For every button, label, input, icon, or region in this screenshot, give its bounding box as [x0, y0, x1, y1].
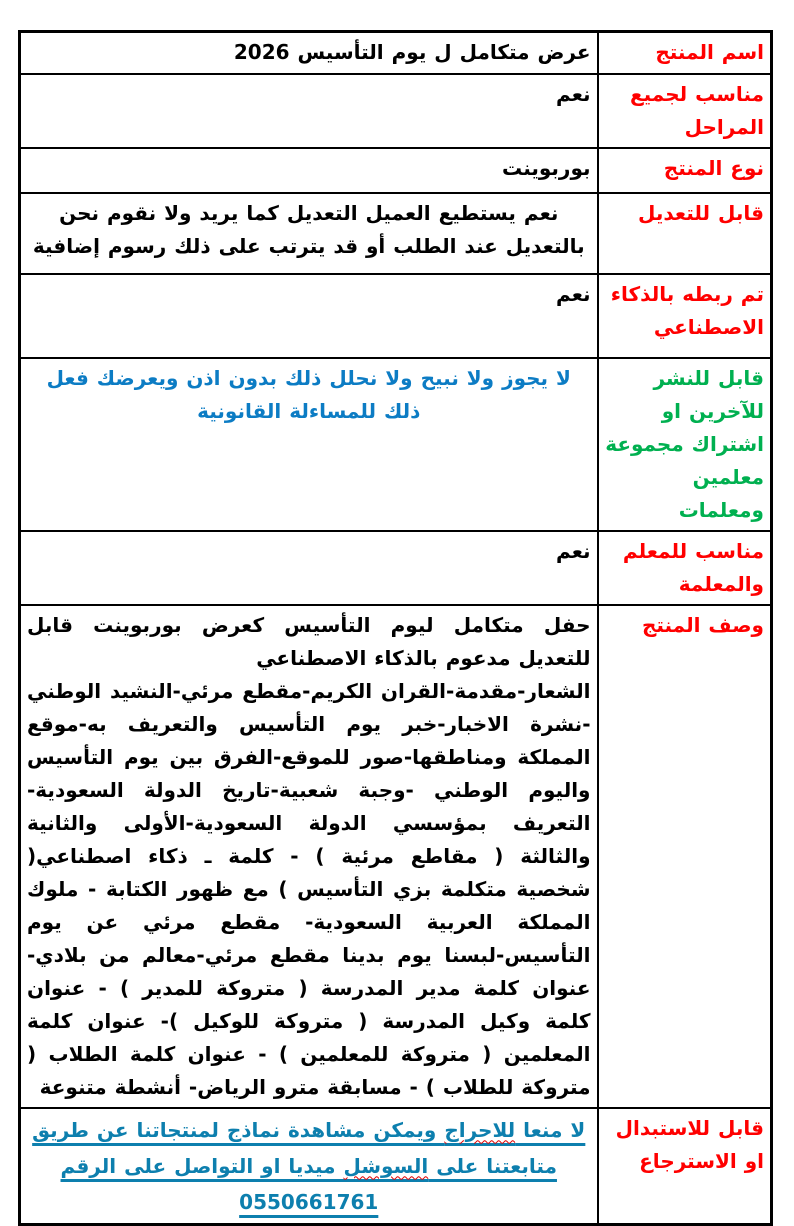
table-row-suitable-teachers	[20, 531, 772, 605]
table-row-product-type	[20, 148, 772, 193]
value-editable: نعم يستطيع العميل التعديل كما يريد ولا نقوم نحن بالتعديل عند الطلب أو قد يترتب على ذلك رسوم إضافية	[20, 193, 598, 274]
product-info-table	[18, 30, 773, 1226]
value-suitable-all-stages: نعم	[20, 74, 598, 148]
refund-note-text: ميديا او التواصل على الرقم	[60, 1153, 344, 1178]
table-row-sharing-policy	[20, 358, 772, 531]
label-refund-policy: قابل للاستبدال او الاسترجاع	[598, 1108, 772, 1225]
value-refund-policy	[20, 1108, 598, 1225]
table-row-refund-policy	[20, 1108, 772, 1225]
value-sharing-policy: لا يجوز ولا نبيح ولا نحلل ذلك بدون اذن ويعرضك فعل ذلك للمساءلة القانونية	[20, 358, 598, 531]
value-ai-linked: نعم	[20, 274, 598, 358]
phone-number: 0550661761	[239, 1189, 379, 1214]
label-product-type: نوع المنتج	[598, 148, 772, 193]
table-row-product-description	[20, 605, 772, 1108]
table-row-ai-linked	[20, 274, 772, 358]
value-product-description	[20, 605, 598, 1108]
description-intro: حفل متكامل ليوم التأسيس كعرض بوربوينت قابل للتعديل مدعوم بالذكاء الاصطناعي	[27, 612, 591, 670]
refund-note-text: ويمكن مشاهدة نماذج لمنتجاتنا عن طريق متابعتنا على	[32, 1117, 557, 1178]
label-sharing-policy: قابل للنشر للآخرين او اشتراك مجموعة معلمين ومعلمات	[598, 358, 772, 531]
misspelled-word-alsoshal: السوشل	[343, 1153, 429, 1178]
table-row-suitable-all-stages	[20, 74, 772, 148]
label-suitable-teachers: مناسب للمعلم والمعلمة	[598, 531, 772, 605]
label-ai-linked: تم ربطه بالذكاء الاصطناعي	[598, 274, 772, 358]
refund-note-text: لا منعا	[515, 1117, 586, 1142]
label-product-description: وصف المنتج	[598, 605, 772, 1108]
value-product-name: عرض متكامل ل يوم التأسيس 2026	[20, 32, 598, 74]
value-suitable-teachers: نعم	[20, 531, 598, 605]
table-row-product-name	[20, 32, 772, 74]
table-row-editable	[20, 193, 772, 274]
misspelled-word-lilahraj: للاحراج	[444, 1117, 516, 1142]
label-suitable-all-stages: مناسب لجميع المراحل	[598, 74, 772, 148]
description-details: الشعار-مقدمة-القران الكريم-مقطع مرئي-النشيد الوطني -نشرة الاخبار-خبر يوم التأسيس والتعريف به-موقع المملكة ومناطقها-صور للموقع-الفرق بين يوم التأسيس واليوم الوطني -وجبة شعبية-تاريخ الدولة السعودية-التعريف بمؤسسي الدولة السعودية-الأولى والثانية والثالثة ( مقاطع مرئية ) - كلمة ـ ذكاء اصطناعي( شخصية متكلمة بزي التأسيس ) مع ظهور الكتابة - ملوك المملكة العربية السعودية- مقطع مرئي عن يوم التأسيس-لبسنا يوم بدينا مقطع مرئي-معالم من بلادي-عنوان كلمة مدير المدرسة ( متروكة للمدير ) - عنوان كلمة وكيل المدرسة ( متروكة للوكيل )- عنوان كلمة المعلمين ( متروكة للمعلمين ) - عنوان كلمة الطلاب ( متروكة للطلاب ) - مسابقة مترو الرياض- أنشطة متنوعة	[27, 678, 591, 1099]
label-editable: قابل للتعديل	[598, 193, 772, 274]
label-product-name: اسم المنتج	[598, 32, 772, 74]
value-product-type: بوربوينت	[20, 148, 598, 193]
